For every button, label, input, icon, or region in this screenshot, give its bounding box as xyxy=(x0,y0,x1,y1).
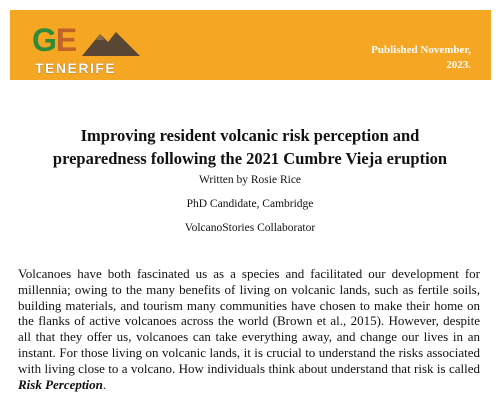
title-line-1: Improving resident volcanic risk perception and xyxy=(80,126,420,145)
logo-main xyxy=(32,24,76,56)
published-line-2: 2023. xyxy=(446,59,471,71)
body-text: Volcanoes have both fascinated us as a species and facilitated our development for millennia; owing to the many benefits of living on volcanic lands, such as fertile soils, building materials, and tourism many communities have chosen to make their home on the flanks of active volcanoes across the world (Brown et al., 2015). However, despite all that they offer us, volcanoes can take everything away, and change our lives in an instant. For those living on volcanic lands, it is crucial to understand the risks associated with living close to a volcano. How individuals think about understand that risk is called xyxy=(18,266,480,376)
logo-letter-e: E xyxy=(55,22,77,58)
header-banner xyxy=(10,10,491,80)
author-line: Written by Rosie Rice xyxy=(198,174,302,186)
article-title xyxy=(20,124,480,170)
published-date xyxy=(341,43,471,73)
article-body xyxy=(18,266,480,392)
author-affiliation: VolcanoStories Collaborator xyxy=(184,222,316,234)
ge-tenerife-logo[interactable] xyxy=(32,24,144,80)
logo-subtitle: TENERIFE xyxy=(35,60,117,76)
risk-perception-emphasis: Risk Perception xyxy=(18,376,103,392)
body-end: . xyxy=(102,376,107,392)
logo-letter-g: G xyxy=(32,22,56,58)
published-line-1: Published November, xyxy=(371,44,471,56)
title-line-2: preparedness following the 2021 Cumbre Vieja eruption xyxy=(52,149,448,168)
mountain-icon xyxy=(82,28,140,58)
author-role: PhD Candidate, Cambridge xyxy=(186,198,314,210)
